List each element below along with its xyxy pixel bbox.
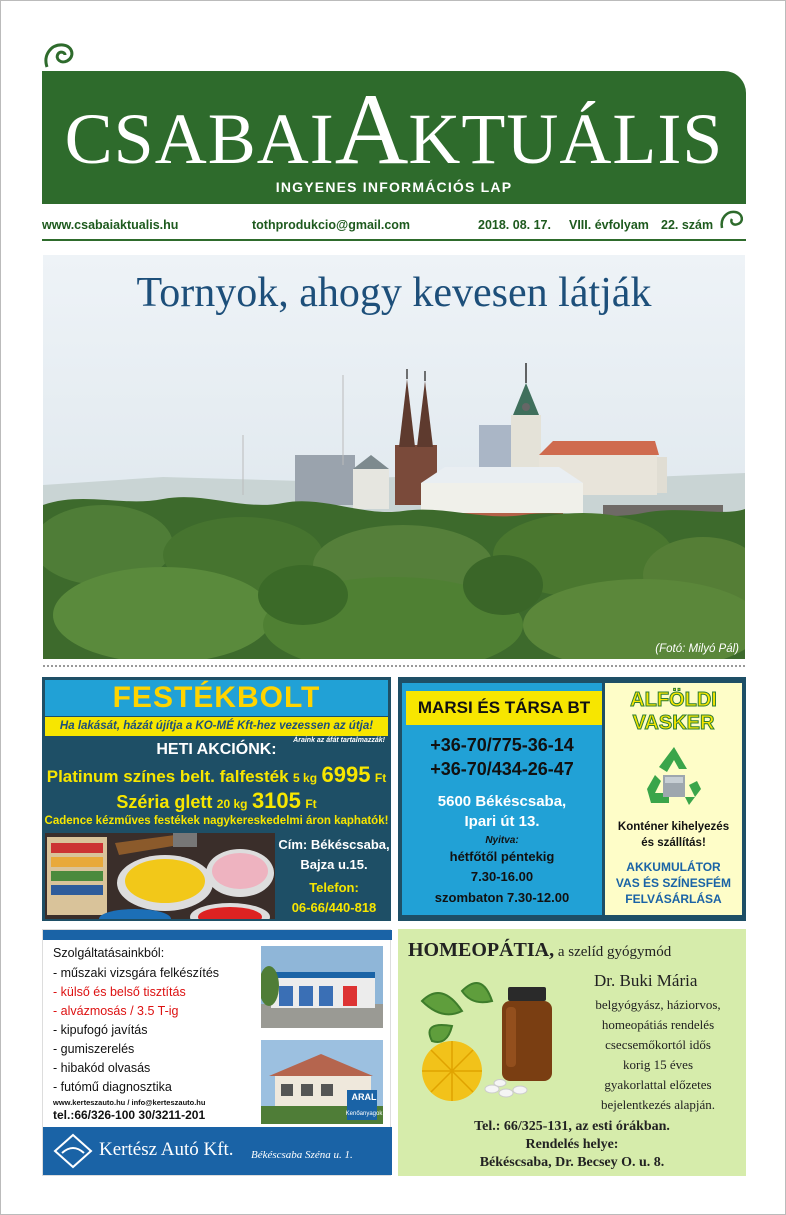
festekbolt-offers-heading: HETI AKCIÓNK: — [156, 741, 277, 758]
homeopatia-line-2: homeopátiás rendelés — [601, 1017, 715, 1032]
marsi-phone2: +36-70/434-26-47 — [430, 759, 574, 779]
kertesz-heading: Szolgáltatásainkból: — [53, 946, 165, 960]
offer1-currency: Ft — [374, 771, 387, 785]
kertesz-service-1: - műszaki vizsgára felkészítés — [53, 966, 220, 980]
email-link[interactable]: tothprodukcio@gmail.com — [252, 218, 411, 232]
festekbolt-title: FESTÉKBOLT — [45, 680, 388, 716]
kertesz-web[interactable]: www.kerteszauto.hu / info@kerteszauto.hu — [53, 1098, 206, 1107]
vasker-buy1: AKKUMULÁTOR — [626, 860, 721, 874]
homeopatia-title-main: HOMEOPÁTIA, — [408, 939, 555, 961]
swirl-ornament-small-icon — [719, 208, 745, 232]
kertesz-service-4: - kipufogó javítás — [53, 1023, 148, 1037]
homeopatia-line-3: csecsemőkortól idős — [605, 1037, 711, 1052]
offer1-price: 6995 — [321, 762, 371, 787]
kertesz-service-2: - külső és belső tisztítás — [53, 985, 186, 999]
masthead-title-part2: KTUÁLIS — [408, 99, 724, 179]
marsi-saturday: szombaton 7.30-12.00 — [434, 890, 570, 905]
garage-building-photo — [261, 946, 383, 1028]
homeopatia-line-4: korig 15 éves — [622, 1057, 694, 1072]
homeopatia-title-sub: a szelíd gyógymód — [554, 944, 672, 960]
marsi-open-label: Nyitva: — [485, 835, 519, 846]
photo-credit: (Fotó: Milyó Pál) — [655, 643, 739, 655]
car-logo-icon — [53, 1133, 93, 1169]
marsi-panel — [402, 683, 602, 915]
festekbolt-phone: 06-66/440-818 — [291, 900, 377, 915]
marsi-vasker-ad — [398, 677, 746, 921]
festekbolt-offer1 — [42, 762, 391, 788]
vasker-service2: és szállítás! — [641, 837, 706, 849]
vasker-buy3: FELVÁSÁRLÁSA — [625, 892, 722, 906]
festekbolt-address-label: Cím: Békéscsaba, — [278, 837, 390, 852]
issue-volume: VIII. évfolyam — [569, 218, 649, 232]
vasker-buy2: VAS ÉS SZÍNESFÉM — [615, 876, 732, 890]
homeopatia-place-label: Rendelés helye: — [525, 1137, 619, 1152]
aral-logo: ARAL — [351, 1092, 377, 1102]
masthead-title — [54, 73, 734, 186]
homeopatia-line-6: bejelentkezés alapján. — [600, 1097, 716, 1112]
issue-info-line — [42, 216, 746, 236]
dotted-divider — [43, 665, 745, 667]
marsi-company: MARSI ÉS TÁRSA BT — [406, 691, 602, 725]
marsi-phone1: +36-70/775-36-14 — [430, 735, 574, 755]
offer2-name: Széria glett — [116, 792, 213, 812]
kertesz-phones: tel.:66/326-100 30/3211-201 — [53, 1108, 206, 1122]
marsi-weekdays: hétfőtől péntekig — [449, 849, 555, 864]
cover-photo — [43, 255, 745, 659]
kertesz-service-3: - alvázmosás / 3.5 T-ig — [53, 1004, 179, 1018]
offer1-name: Platinum színes belt. falfesték — [46, 767, 289, 786]
offer2-currency: Ft — [305, 797, 317, 811]
marsi-weekday-hours: 7.30-16.00 — [470, 869, 534, 884]
homeopatia-phone: Tel.: 66/325-131, az esti órákban. — [474, 1119, 670, 1134]
masthead-rule — [42, 239, 746, 241]
issue-number: 22. szám — [661, 218, 714, 232]
homeopatia-line-5: gyakorlattal előzetes — [604, 1077, 712, 1092]
marsi-address2: Ipari út 13. — [464, 813, 540, 830]
masthead — [42, 71, 746, 204]
homeopatia-line-1: belgyógyász, háziorvos, — [595, 997, 721, 1012]
masthead-subtitle: INGYENES INFORMÁCIÓS LAP — [275, 179, 513, 195]
vasker-brand1: ALFÖLDI — [630, 689, 717, 711]
kertesz-service-5: - gumiszerelés — [53, 1042, 135, 1056]
offer1-unit: 5 kg — [293, 771, 318, 785]
vasker-service1: Konténer kihelyezés — [617, 821, 730, 833]
aral-subtitle: Kenőanyagok — [345, 1111, 383, 1117]
festekbolt-address-street: Bajza u.15. — [300, 857, 368, 872]
kertesz-top-bar — [43, 930, 392, 940]
vasker-brand2: VASKER — [632, 712, 715, 734]
homeopatia-ad — [398, 929, 746, 1176]
homeopatia-title — [408, 939, 671, 962]
kertesz-service-6: - hibakód olvasás — [53, 1061, 151, 1075]
kertesz-service-7: - futómű diagnosztika — [53, 1080, 172, 1094]
recycle-icon — [641, 743, 707, 807]
cover-headline: Tornyok, ahogy kevesen látják — [136, 270, 652, 316]
festekbolt-offer2 — [42, 788, 391, 814]
marsi-address1: 5600 Békéscsaba, — [437, 793, 567, 810]
kertesz-company: Kertész Autó Kft. — [99, 1139, 234, 1160]
kertesz-footer-bar — [43, 1127, 392, 1175]
kertesz-auto-ad — [42, 929, 391, 1176]
offer2-unit: 20 kg — [216, 797, 248, 811]
homeopatia-doctor: Dr. Buki Mária — [594, 971, 698, 990]
swirl-ornament-icon — [41, 41, 75, 69]
website-link[interactable]: www.csabaiaktualis.hu — [42, 218, 179, 232]
vasker-panel — [605, 683, 742, 915]
festekbolt-disclaimer: Áraink az áfát tartalmazzák! — [293, 737, 385, 744]
festekbolt-ad — [42, 677, 391, 921]
issue-date: 2018. 08. 17. — [478, 218, 551, 232]
masthead-title-big-letter: A — [334, 73, 409, 186]
herb-and-bottle-illustration — [412, 971, 582, 1121]
paint-cans-icon — [45, 833, 275, 919]
kertesz-address: Békéscsaba Szénа u. 1. — [251, 1149, 353, 1161]
offer2-price: 3105 — [251, 788, 301, 813]
homeopatia-place: Békéscsaba, Dr. Becsey O. u. 8. — [479, 1155, 665, 1170]
festekbolt-phone-label: Telefon: — [309, 880, 359, 895]
festekbolt-cadence: Cadence kézműves festékek nagykereskedelmi áron kaphatók! — [44, 815, 389, 827]
masthead-title-part1: CSABAI — [64, 99, 335, 179]
festekbolt-tagline: Ha lakását, házát újítja a KO-MÉ Kft-hez vezessen az útja! — [45, 717, 388, 736]
